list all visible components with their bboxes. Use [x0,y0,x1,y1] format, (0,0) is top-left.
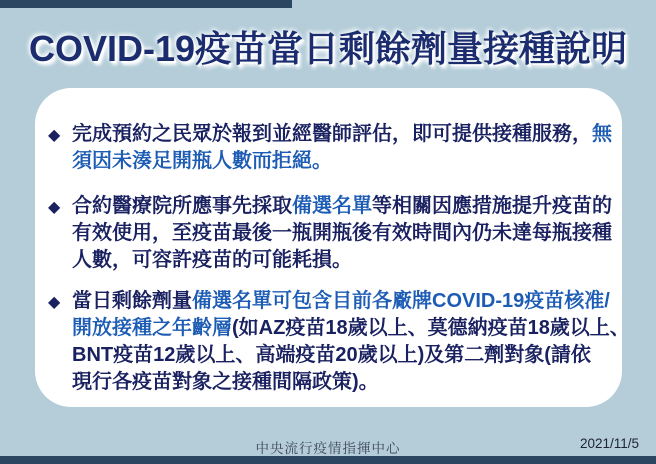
content-card [35,88,630,407]
bullet-line [72,121,612,148]
body-text: BNT疫苗12歲以上、高端疫苗20歲以上)及第二劑對象(請依 [72,344,591,366]
bottom-accent-bar [0,456,656,464]
bullet-item [48,288,630,396]
bullet-list [48,121,630,396]
bullet-item [48,121,612,175]
bullet-item [48,193,612,274]
highlighted-text: 開放接種之年齡層 [72,317,232,339]
diamond-bullet-icon: ◆ [48,199,61,216]
footer-date: 2021/11/5 [579,436,639,451]
bullet-text [72,121,612,175]
highlighted-text: 須因未湊足開瓶人數而拒絕。 [72,150,332,172]
top-accent-bar [0,0,292,8]
highlighted-text: 無 [592,123,612,145]
bullet-line [72,288,630,315]
bullet-line [72,193,612,220]
bullet-line [72,148,612,175]
slide-title: COVID-19疫苗當日剩餘劑量接種說明 [28,28,628,69]
body-text: 當日剩餘劑量 [72,290,192,312]
bullet-line [72,369,630,396]
body-text: 有效使用，至疫苗最後一瓶開瓶後有效時間內仍未達每瓶接種 [72,222,612,244]
highlighted-text: 備選名單可包含目前各廠牌COVID-19疫苗核准/ [192,290,610,312]
body-text: 合約醫療院所應事先採取 [72,195,292,217]
bullet-text [72,288,630,396]
bullet-line [72,247,612,274]
bullet-line [72,220,612,247]
bullet-line [72,342,630,369]
body-text: 現行各疫苗對象之接種間隔政策)。 [72,371,379,393]
diamond-bullet-icon: ◆ [48,127,61,144]
highlighted-text: 備選名單 [292,195,372,217]
bullet-text [72,193,612,274]
body-text: (如AZ疫苗18歲以上、莫德納疫苗18歲以上、 [232,317,630,339]
bullet-line [72,315,630,342]
body-text: 等相關因應措施提升疫苗的 [372,195,612,217]
body-text: 人數，可容許疫苗的可能耗損。 [72,249,352,271]
body-text: 完成預約之民眾於報到並經醫師評估，即可提供接種服務， [72,123,592,145]
diamond-bullet-icon: ◆ [48,294,61,311]
footer-source: 中央流行疫情指揮中心 [255,441,401,456]
